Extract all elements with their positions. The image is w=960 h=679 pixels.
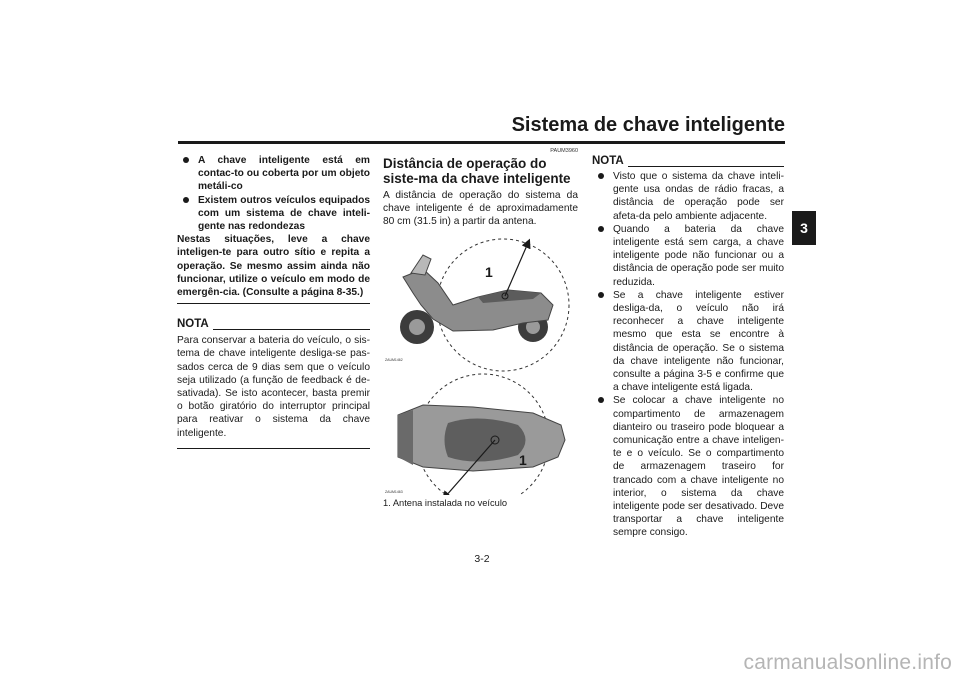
nota-bullet: Se colocar a chave inteligente no compartimento de armazenagem dianteiro ou traseiro pode bloquear a comunicação entre a chave inteligen-te e o veículo. Se o compartimento de armazenagem traseiro for trancado com a chave inteligente no interior, o sistema da chave inteligente pode ser desativado. Deve transportar a chave inteligente sempre consigo. <box>592 394 784 539</box>
nota-title: NOTA <box>177 318 209 331</box>
nota-title: NOTA <box>592 155 624 167</box>
scooter-illustration <box>383 235 578 495</box>
nota-text: Para conservar a bateria do veículo, o sis-tema de chave inteligente desliga-se pas-sados cerca de 9 dias sem que o veículo seja utilizado (a função de feedback é de-sativada). Se isto acontecer, basta premir o botão giratório do interruptor principal para reativar o sistema da chave inteligente. <box>177 335 370 439</box>
scooter-top-view <box>385 374 565 495</box>
nota-bullet: Quando a bateria da chave inteligente está sem carga, a chave inteligente pode não funcionar ou a distância de operação pode ser muito reduzida. <box>592 223 784 289</box>
warning-bullet: Existem outros veículos equipados com um sistema de chave inteli-gente nas redondezas <box>177 194 370 234</box>
page-header-title: Sistema de chave inteligente <box>511 114 785 136</box>
bullet-dot-icon <box>183 197 189 203</box>
bullet-dot-icon <box>598 226 604 232</box>
bullet-dot-icon <box>598 397 604 403</box>
bullet-dot-icon <box>598 173 604 179</box>
nota-rule <box>628 166 784 167</box>
left-column <box>177 154 370 449</box>
nota-bullet: Se a chave inteligente estiver desliga-da, o veículo não irá reconhecer a chave inteligente mesmo que esta se encontre à distância de operação. Se o sistema da chave inteligente não funcionar, consulte a página 3-5 e confirme que a chave inteligente está ligada. <box>592 289 784 395</box>
warning-bullet: A chave inteligente está em contac-to ou coberta por um objeto metáli-co <box>177 154 370 194</box>
watermark: carmanualsonline.info <box>743 651 952 674</box>
figure-code: ZAUM1462 <box>385 357 403 362</box>
bullet-dot-icon <box>598 292 604 298</box>
section-title: Distância de operação do siste-ma da chave inteligente <box>383 156 571 186</box>
warning-end-rule <box>177 303 370 304</box>
callout-label: 1 <box>485 263 493 280</box>
nota-header <box>177 318 370 331</box>
chapter-tab: 3 <box>792 211 816 245</box>
scooter-side-view <box>385 239 569 371</box>
section-code: PAUM3960 <box>550 148 578 154</box>
header-rule <box>178 141 785 144</box>
middle-column <box>383 148 578 509</box>
figure-caption: 1. Antena instalada no veículo <box>383 497 508 508</box>
nota-bullet: Visto que o sistema da chave inteli-gente usa ondas de rádio fracas, a distância de operação pode ser afeta-da pelo ambiente adjacente. <box>592 170 784 223</box>
section-body: A distância de operação do sistema da chave inteligente é de aproximadamente 80 cm (31.5 in) a partir da antena. <box>383 190 578 228</box>
nota-rule <box>213 329 370 330</box>
nota-end-rule <box>177 448 370 449</box>
callout-label: 1 <box>519 451 527 468</box>
nota-header <box>592 155 784 168</box>
scooter-antenna-figure <box>383 235 578 495</box>
bullet-dot-icon <box>183 157 189 163</box>
figure-code: ZAUM1463 <box>385 489 403 494</box>
warning-text: Nestas situações, leve a chave inteligen-te para outro sítio e repita a operação. Se mesmo assim ainda não funcionar, utilize o veículo em modo de emergên-cia. (Consulte a página 8-35.) <box>177 234 370 299</box>
right-column <box>592 155 784 540</box>
page-number: 3-2 <box>474 553 490 565</box>
